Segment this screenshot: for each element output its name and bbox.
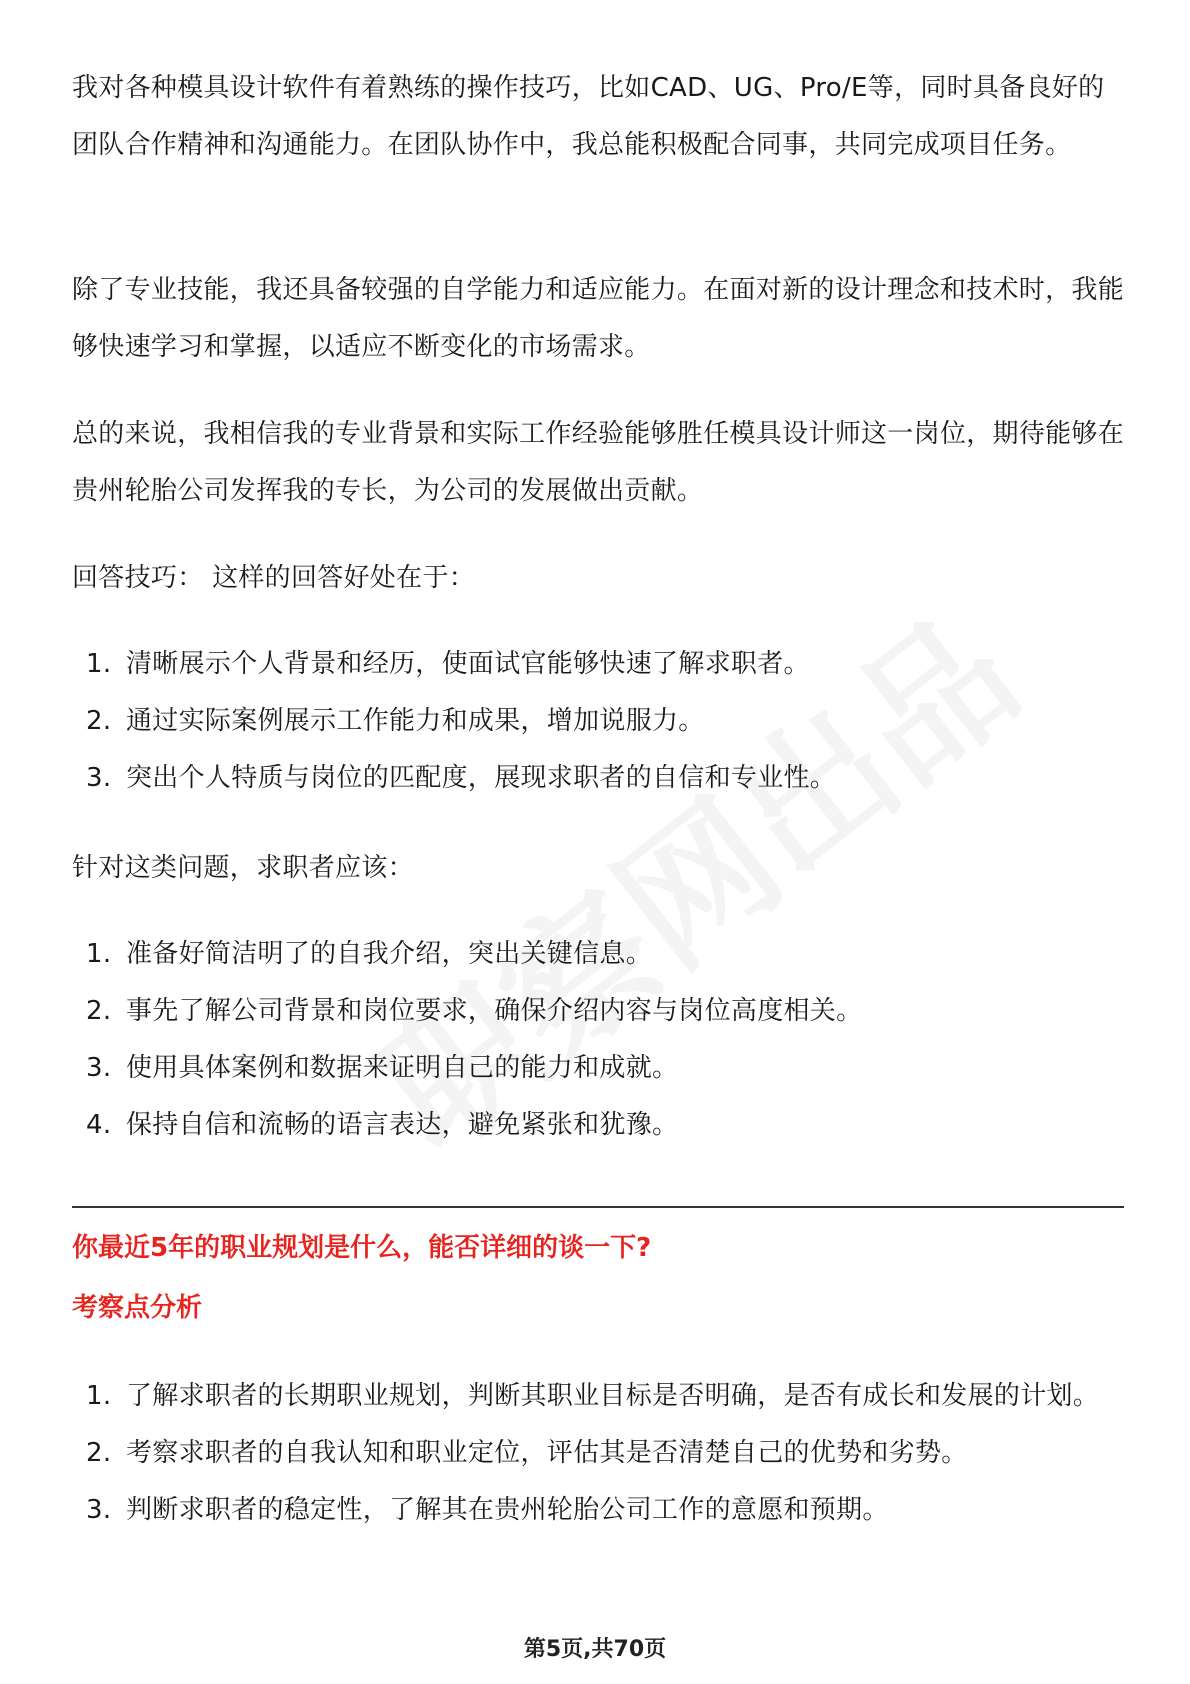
list-item: 1. 了解求职者的长期职业规划，判断其职业目标是否明确，是否有成长和发展的计划。 (86, 1381, 1100, 1411)
list-item: 3. 突出个人特质与岗位的匹配度，展现求职者的自信和专业性。 (86, 763, 837, 793)
answer-tips-heading: 回答技巧： 这样的回答好处在于： (72, 563, 476, 593)
list-item: 3. 使用具体案例和数据来证明自己的能力和成就。 (86, 1053, 679, 1083)
tips-list (86, 636, 1124, 807)
advice-list (86, 926, 1124, 1154)
page-number: 第5页,共70页 (523, 1637, 667, 1662)
section-divider (72, 1206, 1124, 1208)
analysis-heading: 考察点分析 (72, 1293, 203, 1323)
paragraph-learning: 除了专业技能，我还具备较强的自学能力和适应能力。在面对新的设计理念和技术时，我能够快速学习和掌握，以适应不断变化的市场需求。 (72, 275, 1125, 362)
paragraph-summary: 总的来说，我相信我的专业背景和实际工作经验能够胜任模具设计师这一岗位，期待能够在贵州轮胎公司发挥我的专长，为公司的发展做出贡献。 (72, 419, 1125, 506)
analysis-list (86, 1368, 1124, 1539)
list-item: 1. 准备好简洁明了的自我介绍，突出关键信息。 (86, 939, 653, 969)
paragraph-skills: 我对各种模具设计软件有着熟练的操作技巧，比如CAD、UG、Pro/E等，同时具备良好的团队合作精神和沟通能力。在团队协作中，我总能积极配合同事，共同完成项目任务。 (72, 73, 1105, 160)
advice-intro: 针对这类问题，求职者应该： (72, 853, 414, 883)
list-item: 2. 考察求职者的自我认知和职业定位，评估其是否清楚自己的优势和劣势。 (86, 1438, 968, 1468)
interview-question: 你最近5年的职业规划是什么，能否详细的谈一下? (72, 1233, 652, 1263)
list-item: 2. 通过实际案例展示工作能力和成果，增加说服力。 (86, 706, 705, 736)
list-item: 1. 清晰展示个人背景和经历，使面试官能够快速了解求职者。 (86, 649, 810, 679)
list-item: 2. 事先了解公司背景和岗位要求，确保介绍内容与岗位高度相关。 (86, 996, 863, 1026)
list-item: 3. 判断求职者的稳定性，了解其在贵州轮胎公司工作的意愿和预期。 (86, 1495, 889, 1525)
list-item: 4. 保持自信和流畅的语言表达，避免紧张和犹豫。 (86, 1110, 679, 1140)
